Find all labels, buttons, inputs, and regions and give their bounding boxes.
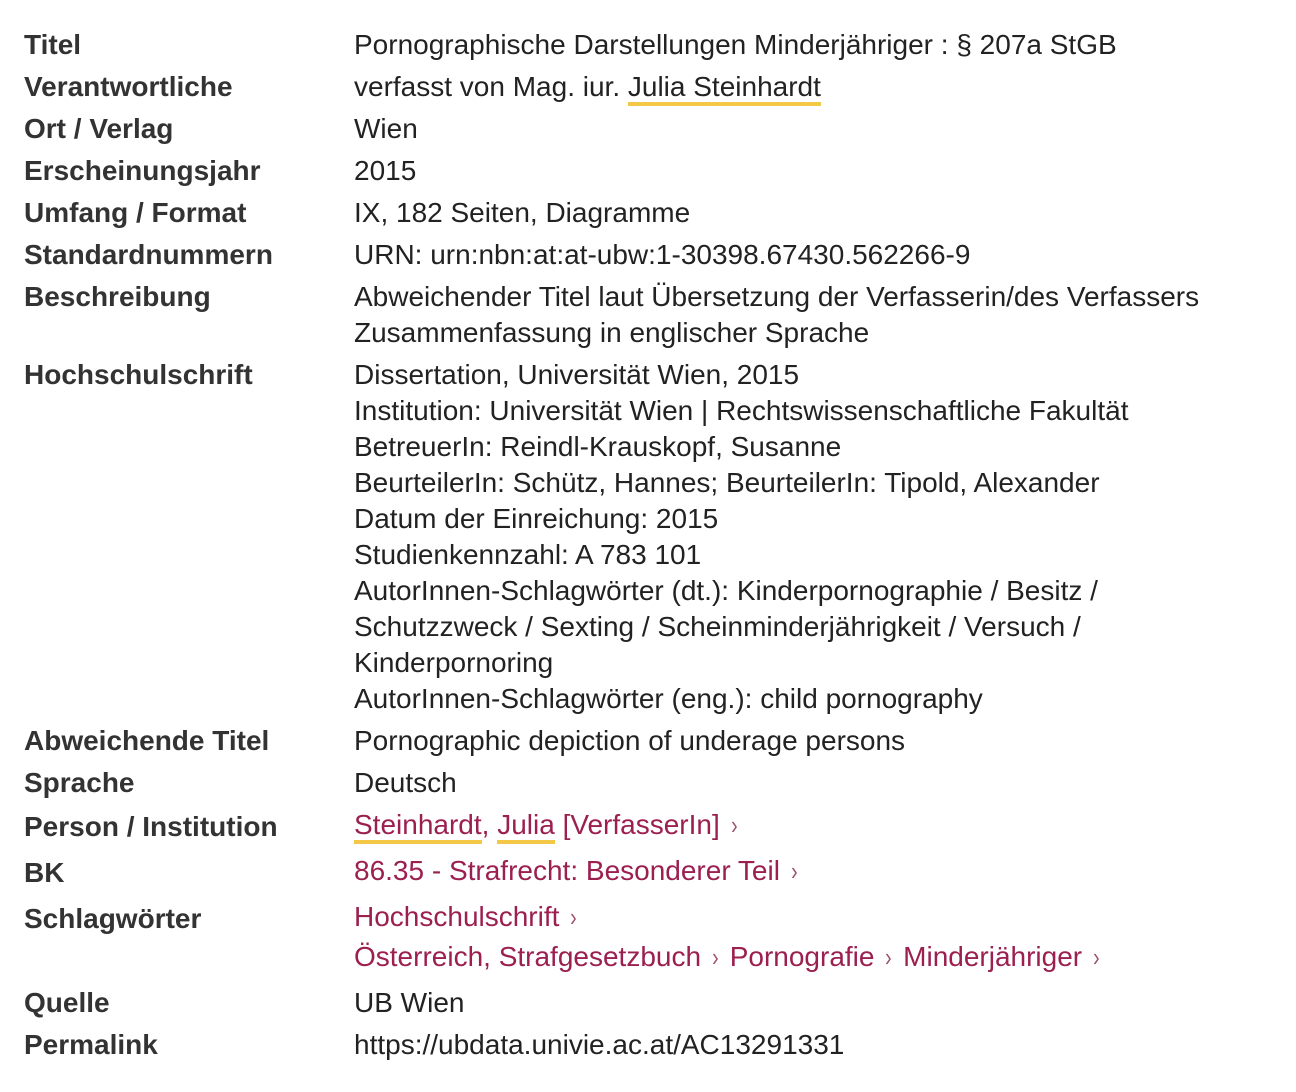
label-beschreibung: Beschreibung <box>24 281 211 312</box>
value-verantwortliche <box>354 66 1296 108</box>
hochschulschrift-line: Kinderpornoring <box>354 647 554 678</box>
row-quelle <box>24 982 1296 1024</box>
row-ort <box>24 108 1296 150</box>
label-verantwortliche: Verantwortliche <box>24 71 233 102</box>
row-abweichende-titel <box>24 720 1296 762</box>
row-beschreibung <box>24 276 1296 354</box>
row-permalink <box>24 1024 1296 1066</box>
value-hochschulschrift <box>354 354 1296 720</box>
label-hochschulschrift: Hochschulschrift <box>24 359 253 390</box>
beschreibung-line: Abweichender Titel laut Übersetzung der Verfasserin/des Verfassers <box>354 281 1200 312</box>
chevron-right-icon[interactable]: › <box>1093 942 1100 972</box>
label-ort: Ort / Verlag <box>24 113 174 144</box>
chevron-right-icon[interactable]: › <box>791 856 798 886</box>
label-jahr: Erscheinungsjahr <box>24 155 261 186</box>
row-titel <box>24 24 1296 66</box>
row-jahr <box>24 150 1296 192</box>
hochschulschrift-line: Schutzzweck / Sexting / Scheinminderjährigkeit / Versuch / <box>354 611 1081 642</box>
hochschulschrift-line: AutorInnen-Schlagwörter (dt.): Kinderpornographie / Besitz / <box>354 575 1098 606</box>
person-role-link[interactable]: [VerfasserIn] <box>554 809 720 840</box>
row-umfang <box>24 192 1296 234</box>
person-surname-link[interactable]: Steinhardt <box>354 809 482 844</box>
hochschulschrift-line: Institution: Universität Wien | Rechtswissenschaftliche Fakultät <box>354 395 1129 426</box>
bk-link[interactable]: 86.35 - Strafrecht: Besonderer Teil <box>354 855 780 886</box>
label-titel: Titel <box>24 29 82 60</box>
verantwortliche-prefix: verfasst von Mag. iur. <box>354 71 628 102</box>
schlagwort-link[interactable]: Hochschulschrift <box>354 901 560 932</box>
row-schlagwoerter <box>24 896 1296 982</box>
row-sprache <box>24 762 1296 804</box>
row-standardnummern <box>24 234 1296 276</box>
value-bk <box>354 850 1296 896</box>
value-beschreibung <box>354 276 1296 354</box>
value-quelle: UB Wien <box>354 987 465 1018</box>
value-titel: Pornographische Darstellungen Minderjähriger : § 207a StGB <box>354 29 1117 60</box>
hochschulschrift-line: Dissertation, Universität Wien, 2015 <box>354 359 800 390</box>
value-sprache: Deutsch <box>354 767 457 798</box>
hochschulschrift-line: Studienkennzahl: A 783 101 <box>354 539 702 570</box>
row-hochschulschrift <box>24 354 1296 720</box>
value-schlagwoerter <box>354 896 1296 982</box>
value-person <box>354 804 1296 850</box>
chevron-right-icon[interactable]: › <box>570 902 577 932</box>
schlagwort-link[interactable]: Minderjähriger <box>903 941 1083 972</box>
chevron-right-icon[interactable]: › <box>730 810 738 840</box>
label-bk: BK <box>24 857 65 888</box>
hochschulschrift-line: BetreuerIn: Reindl-Krauskopf, Susanne <box>354 431 842 462</box>
label-standardnummern: Standardnummern <box>24 239 273 270</box>
schlagwort-chain <box>354 937 1296 977</box>
row-person <box>24 804 1296 850</box>
row-bk <box>24 850 1296 896</box>
chevron-right-icon[interactable]: › <box>885 942 893 972</box>
chevron-right-icon[interactable]: › <box>712 942 719 972</box>
label-quelle: Quelle <box>24 987 110 1018</box>
label-umfang: Umfang / Format <box>24 197 247 228</box>
label-abweichende-titel: Abweichende Titel <box>24 725 270 756</box>
person-given-link[interactable]: Julia <box>497 809 555 844</box>
hochschulschrift-line: Datum der Einreichung: 2015 <box>354 503 719 534</box>
label-sprache: Sprache <box>24 767 135 798</box>
schlagwort-chain <box>354 897 1296 937</box>
schlagwort-link[interactable]: Österreich, Strafgesetzbuch <box>354 941 702 972</box>
hochschulschrift-line: BeurteilerIn: Schütz, Hannes; BeurteilerIn: Tipold, Alexander <box>354 467 1100 498</box>
label-schlagwoerter: Schlagwörter <box>24 903 202 934</box>
value-umfang: IX, 182 Seiten, Diagramme <box>354 197 691 228</box>
value-ort: Wien <box>354 113 418 144</box>
beschreibung-line: Zusammenfassung in englischer Sprache <box>354 317 870 348</box>
value-standardnummern: URN: urn:nbn:at:at-ubw:1-30398.67430.562266-9 <box>354 239 971 270</box>
person-separator: , <box>481 809 498 840</box>
schlagwort-link[interactable]: Pornografie <box>729 941 875 972</box>
label-person: Person / Institution <box>24 811 278 842</box>
label-permalink: Permalink <box>24 1029 158 1060</box>
row-verantwortliche <box>24 66 1296 108</box>
value-abweichende-titel: Pornographic depiction of underage persons <box>354 725 906 756</box>
author-name-highlight: Julia Steinhardt <box>628 71 821 106</box>
value-permalink: https://ubdata.univie.ac.at/AC13291331 <box>354 1029 845 1060</box>
hochschulschrift-line: AutorInnen-Schlagwörter (eng.): child pornography <box>354 683 983 714</box>
value-jahr: 2015 <box>354 155 417 186</box>
